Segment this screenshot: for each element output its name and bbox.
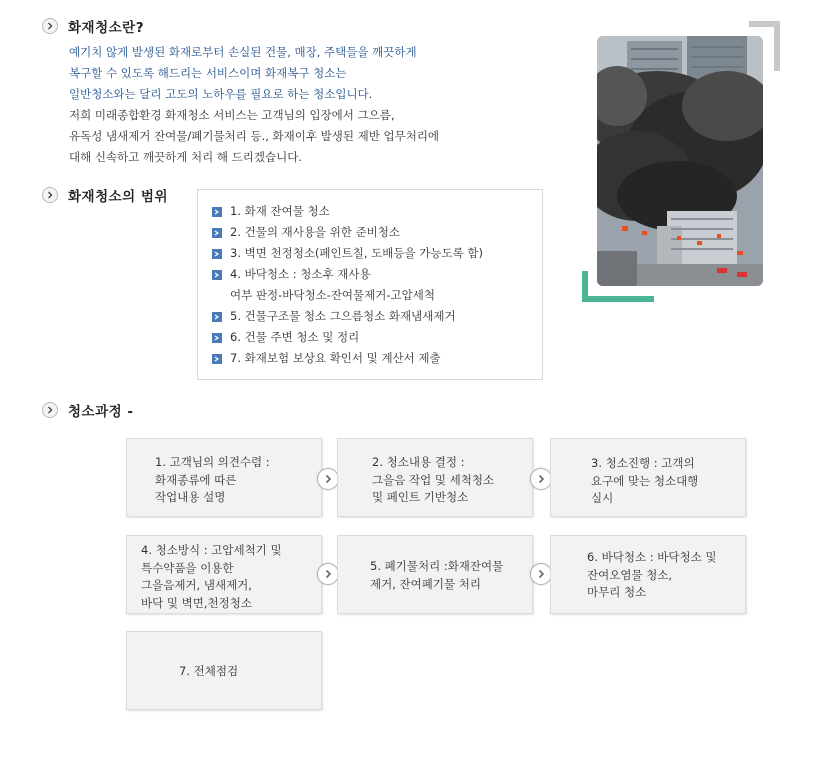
list-item-text: 5. 건물구조물 청소 그으름청소 화재냄새제거 (230, 309, 456, 323)
list-item (212, 243, 483, 264)
step-text: 잔여오염물 청소, (587, 567, 673, 582)
list-item (212, 264, 483, 285)
list-item-text: 1. 화재 잔여물 청소 (230, 204, 330, 218)
step-text: 및 페인트 기반청소 (372, 490, 469, 504)
list-item-text: 7. 화재보험 보상요 확인서 및 계산서 제출 (230, 351, 441, 365)
process-step-1 (126, 438, 322, 517)
step-text: 5. 폐기물처리 :화재잔여물 (370, 559, 504, 573)
arrow-bullet-icon (212, 228, 222, 238)
chevron-right-icon (42, 18, 58, 34)
step-text: 3. 청소진행 : 고객의 (591, 456, 695, 470)
fire-building-photo (597, 36, 763, 286)
chevron-right-circle-icon (317, 468, 339, 490)
process-step-5 (337, 535, 533, 614)
step-text: 7. 전체점검 (179, 664, 239, 678)
arrow-bullet-icon (212, 354, 222, 364)
step-text: 작업내용 설명 (155, 490, 226, 504)
step-text: 실시 (591, 491, 614, 505)
list-item-text: 2. 건물의 재사용을 위한 준비청소 (230, 225, 401, 239)
step-text: 요구에 맞는 청소대행 (591, 473, 699, 488)
process-step-6 (550, 535, 746, 614)
list-item-text: 6. 건물 주변 청소 및 정리 (230, 330, 360, 344)
list-item (212, 327, 483, 348)
section-header-what-is (42, 16, 144, 36)
section-title: 화재청소란? (68, 20, 145, 36)
intro-line: 복구할 수 있도록 해드리는 서비스이며 화재복구 청소는 (69, 66, 347, 80)
scope-list-box (197, 189, 543, 380)
step-text: 그을음 작업 및 세척청소 (372, 472, 495, 487)
process-step-4 (126, 535, 322, 614)
process-step-7 (126, 631, 322, 710)
step-text: 2. 청소내용 결정 : (372, 455, 465, 469)
step-text: 제거, 잔여폐기물 처리 (370, 576, 481, 591)
list-item (212, 222, 483, 243)
arrow-bullet-icon (212, 333, 222, 343)
arrow-bullet-icon (212, 270, 222, 280)
step-text: 마무리 청소 (587, 585, 647, 599)
list-item-text: 3. 벽면 천정청소(페인트칠, 도배등을 가능도록 함) (230, 246, 483, 260)
step-text: 특수약품을 이용한 (141, 560, 234, 575)
list-item (212, 201, 483, 222)
step-text: 6. 바닥청소 : 바닥청소 및 (587, 550, 717, 564)
list-item-continuation (212, 285, 483, 306)
step-text: 화재종류에 따른 (155, 472, 237, 487)
step-text: 4. 청소방식 : 고압세척기 및 (141, 543, 282, 557)
intro-line: 예기치 않게 발생된 화재로부터 손실된 건물, 매장, 주택들을 깨끗하게 (69, 45, 417, 59)
chevron-right-circle-icon (317, 563, 339, 585)
process-step-2 (337, 438, 533, 517)
list-item (212, 306, 483, 327)
intro-line: 일반청소와는 달리 고도의 노하우를 필요로 하는 청소입니다. (69, 87, 373, 101)
arrow-bullet-icon (212, 207, 222, 217)
intro-line: 대해 신속하고 깨끗하게 처리 해 드리겠습니다. (69, 150, 303, 164)
chevron-right-circle-icon (530, 468, 552, 490)
step-text: 바닥 및 벽면,천정청소 (141, 595, 252, 610)
section-title: 화재청소의 범위 (68, 189, 168, 205)
step-text: 그을음제거, 냄새제거, (141, 578, 252, 592)
section-header-process (42, 400, 133, 420)
chevron-right-icon (42, 187, 58, 203)
section-header-scope (42, 185, 168, 205)
arrow-bullet-icon (212, 249, 222, 259)
process-step-3 (550, 438, 746, 517)
scope-list (212, 201, 483, 369)
chevron-right-icon (42, 402, 58, 418)
list-item-text: 여부 판정-바닥청소-잔여물제거-고압세척 (230, 288, 435, 302)
fire-photo-frame (582, 21, 782, 303)
intro-line: 저희 미래종합환경 화재청소 서비스는 고객님의 입장에서 그으름, (69, 108, 395, 122)
list-item-text: 4. 바닥청소 : 청소후 재사용 (230, 267, 371, 281)
section-title: 청소과정 - (68, 404, 134, 420)
intro-text (69, 42, 549, 168)
chevron-right-circle-icon (530, 563, 552, 585)
list-item (212, 348, 483, 369)
step-text: 1. 고객님의 의견수렴 : (155, 455, 270, 469)
intro-line: 유독성 냄새제거 잔여물/폐기물처리 등., 화재이후 발생된 제반 업무처리에 (69, 129, 440, 143)
arrow-bullet-icon (212, 312, 222, 322)
